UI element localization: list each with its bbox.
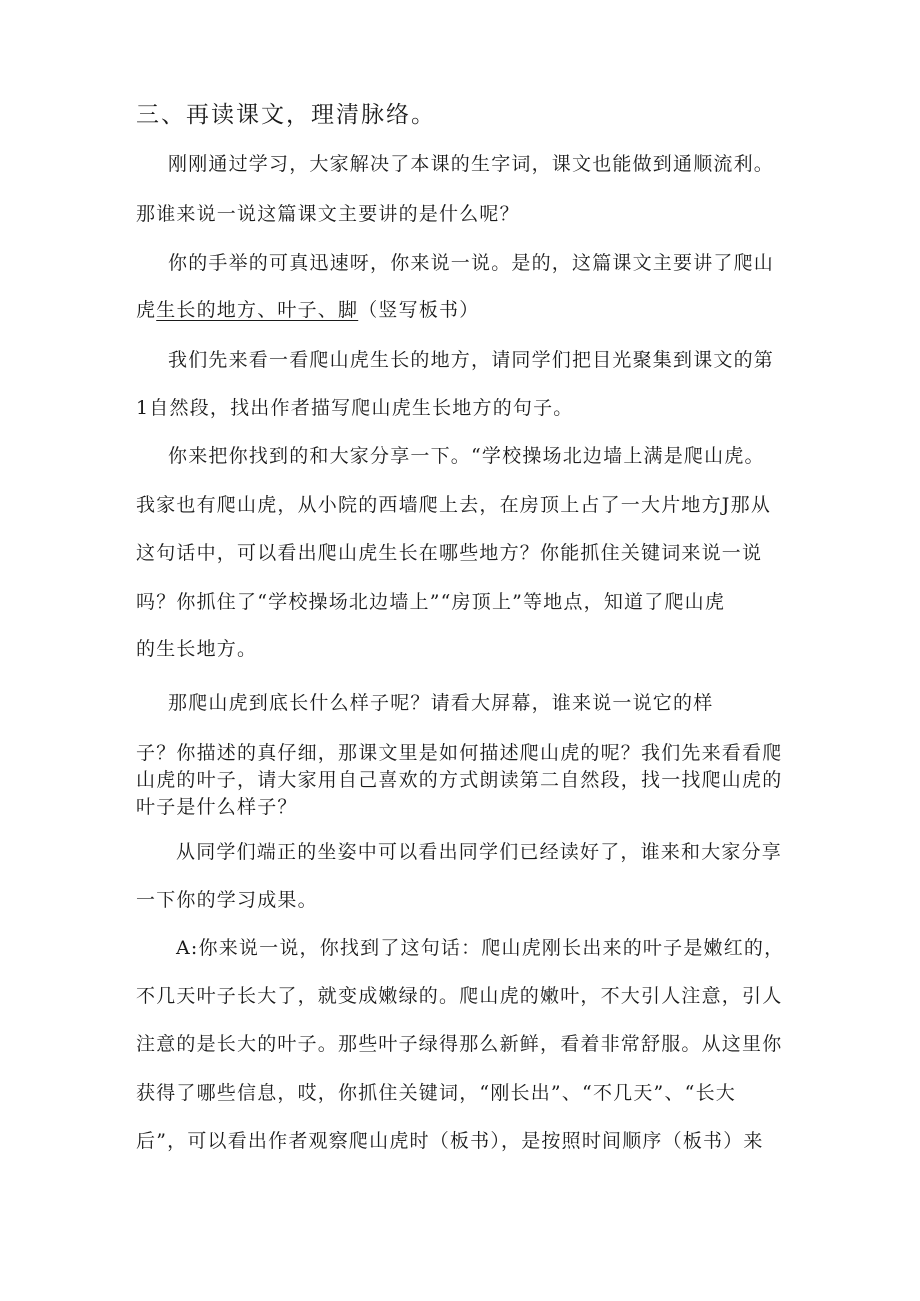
text-line: 1自然段，找出作者描写爬山虎生长地方的句子。	[136, 397, 574, 419]
text-line: 那谁来说一说这篇课文主要讲的是什么呢？	[136, 203, 520, 225]
text-line: 的生长地方。	[136, 638, 258, 660]
text-line: 这句话中，可以看出爬山虎生长在哪些地方？你能抓住关键词来说一说	[136, 542, 763, 564]
underlined-text: 生长的地方、叶子、脚	[156, 299, 359, 321]
text-line-with-underline	[136, 301, 479, 320]
text-line: 你来把你找到的和大家分享一下。“学校操场北边墙上满是爬山虎。	[168, 445, 765, 467]
text-line: 我家也有爬山虎，从小院的西墙爬上去，在房顶上占了一大片地方J那从	[136, 494, 772, 516]
text-line: 后”，可以看出作者观察爬山虎时（板书），是按照时间顺序（板书）来	[136, 1130, 764, 1152]
text-line: 你的手举的可真迅速呀，你来说一说。是的，这篇课文主要讲了爬山	[168, 252, 775, 274]
text-line: 注意的是长大的叶子。那些叶子绿得那么新鲜，看着非常舒服。从这里你	[136, 1033, 783, 1055]
text-line: 我们先来看一看爬山虎生长的地方，请同学们把目光聚集到课文的第	[168, 349, 775, 371]
text-line: 叶子是什么样子？	[136, 796, 298, 818]
text-line: 子？你描述的真仔细，那课文里是如何描述爬山虎的呢？我们先来看看爬	[136, 742, 783, 764]
text-line: 山虎的叶子，请大家用自己喜欢的方式朗读第二自然段，找一找爬山虎的	[136, 769, 783, 791]
text-line: 不几天叶子长大了，就变成嫩绿的。爬山虎的嫩叶，不大引人注意，引人	[136, 985, 783, 1007]
text-line: 吗？你抓住了“学校操场北边墙上”“房顶上”等地点，知道了爬山虎	[136, 591, 726, 613]
text-line: 从同学们端正的坐姿中可以看出同学们已经读好了，谁来和大家分享	[176, 841, 783, 863]
text-line: 那爬山虎到底长什么样子呢？请看大屏幕，谁来说一说它的样	[168, 692, 714, 714]
section-heading: 三、再读课文，理清脉络。	[136, 102, 436, 128]
text-line: A:你来说一说，你找到了这句话：爬山虎刚长出来的叶子是嫩红的，	[176, 937, 785, 959]
text-segment: （竖写板书）	[358, 299, 480, 321]
text-line: 刚刚通过学习，大家解决了本课的生字词，课文也能做到通顺流利。	[168, 153, 775, 175]
text-segment: 虎	[136, 299, 157, 321]
text-line: 一下你的学习成果。	[136, 889, 318, 911]
text-line: 获得了哪些信息，哎，你抓住关键词，“刚长出”、“不几天”、“长大	[136, 1082, 736, 1104]
